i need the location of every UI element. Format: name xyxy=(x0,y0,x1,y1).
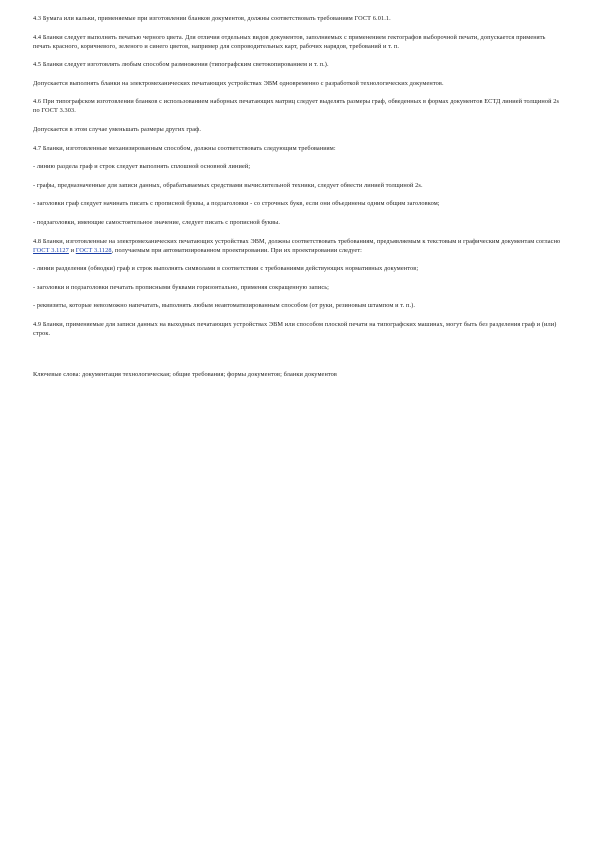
paragraph-4-4: 4.4 Бланки следует выполнять печатью черного цвета. Для отличия отдельных видов документов, заполняемых с применением гектографов выборочной печати, допускается применять печать красного, коричневого, зеленого и синего цветов, например для сопроводительных карт, рабочих нарядов, требований и т. п. xyxy=(33,33,546,50)
paragraph-4-8-item-3: - реквизиты, которые невозможно напечатать, выполнять любым неавтоматизированным способом (от руки, резиновым штампом и т. п.). xyxy=(33,302,415,310)
paragraph-4-7-item-1: - линию раздела граф и строк следует выполнять сплошной основной линией; xyxy=(33,163,251,171)
paragraph-4-8 xyxy=(33,237,563,255)
paragraph-4-8-item-2: - заголовки и подзаголовки печатать прописными буквами горизонтально, применяя сокращенную запись; xyxy=(33,283,330,291)
paragraph-4-8-item-1: - линии разделения (обводки) граф и строк выполнять символами в соответствии с требованиями действующих нормативных документов; xyxy=(33,265,419,273)
keywords-line: Ключевые слова: документация технологическая; общие требования; формы документов; бланки документов xyxy=(33,370,338,378)
paragraph-4-5: 4.5 Бланки следует изготовлять любым способом размножения (типографским светокопированием и т. п.). xyxy=(33,61,329,69)
paragraph-4-8-text-start: 4.8 Бланки, изготовленные на электромеханических печатающих устройствах ЭВМ, должны соответствовать требованиям, предъявляемым к текстовым и графическим документам согласно xyxy=(33,237,561,245)
document-page xyxy=(33,14,563,388)
paragraph-4-3: 4.3 Бумага или кальки, применяемые при изготовлении бланков документов, должны соответствовать требованиям ГОСТ 6.01.1. xyxy=(33,15,391,22)
paragraph-4-7-item-3: - заголовки граф следует начинать писать с прописной буквы, а подзаголовки - со строчных букв, если они объединены одним общим заголовком; xyxy=(33,200,440,208)
paragraph-4-8-text-mid: и xyxy=(68,246,76,254)
paragraph-4-8-text-end: , получаемым при автоматизированном проектировании. При их проектировании следует: xyxy=(111,246,363,254)
section-spacer xyxy=(33,348,563,370)
paragraph-4-6-note: Допускается в этом случае уменьшать размеры других граф. xyxy=(33,125,202,133)
gost-3-1127-link[interactable]: ГОСТ 3.1127 xyxy=(33,246,69,254)
paragraph-4-7: 4.7 Бланки, изготовленные механизированным способом, должны соответствовать следующим требованиям: xyxy=(33,144,336,152)
gost-3-1128-link[interactable]: ГОСТ 3.1128 xyxy=(75,246,112,254)
paragraph-4-7-item-4: - подзаголовки, имеющие самостоятельное значение, следует писать с прописной буквы. xyxy=(33,218,281,226)
paragraph-4-6: 4.6 При типографском изготовлении бланков с использованием наборных печатающих матриц следует выделять размеры граф, обведенных в формах документов ЕСТД линией толщиной 2s по ГОСТ 3.303. xyxy=(33,98,560,115)
paragraph-4-9: 4.9 Бланки, применяемые для записи данных на выходных печатающих устройствах ЭВМ или способом плоской печати на типографских машинах, могут быть без разделения граф и (или) строк. xyxy=(33,320,557,337)
paragraph-4-5-note: Допускается выполнять бланки на электромеханических печатающих устройствах ЭВМ одновременно с разработкой технологических документов. xyxy=(33,79,444,87)
paragraph-4-7-item-2: - графы, предназначенные для записи данных, обрабатываемых средствами вычислительной техники, следует обвести линией толщиной 2s. xyxy=(33,181,423,189)
